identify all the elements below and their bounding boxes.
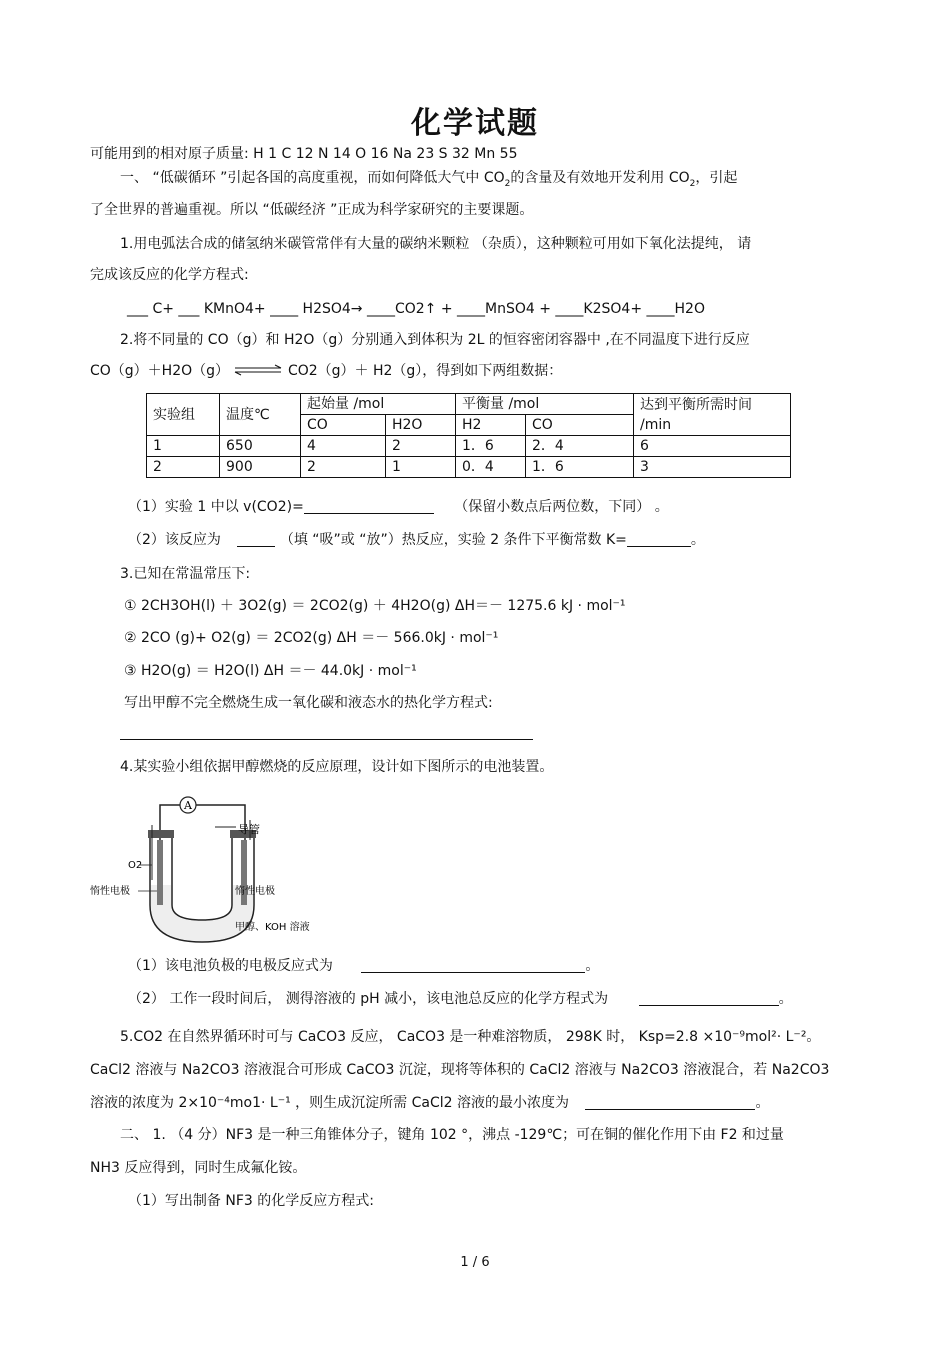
reaction-3: ③ H2O(g) ＝ H2O(l) ΔH ＝－ 44.0kJ · mol⁻¹ <box>124 663 417 679</box>
answer-blank <box>361 958 585 973</box>
table-header: 实验组 <box>147 394 220 436</box>
page-number: 1 / 6 <box>460 1255 490 1270</box>
question-2-1: （1）实验 1 中以 v(CO2)= （保留小数点后两位数，下同） 。 <box>128 499 669 515</box>
svg-text:O2: O2 <box>128 860 143 871</box>
svg-text:A: A <box>184 799 192 812</box>
section-1-intro-cont: 了全世界的普遍重视。所以 “低碳经济 ”正成为科学家研究的主要课题。 <box>90 202 534 218</box>
page-title: 化学试题 <box>411 106 539 141</box>
question-5-cont: CaCl2 溶液与 Na2CO3 溶液混合可形成 CaCO3 沉淀，现将等体积的 CaCl2 溶液与 Na2CO3 溶液混合，若 Na2CO3 <box>90 1062 830 1078</box>
table-header: 起始量 /mol <box>301 394 456 415</box>
section-2-question-1: （1）写出制备 NF3 的化学反应方程式: <box>128 1193 374 1209</box>
question-2: 2.将不同量的 CO（g）和 H2O（g）分别通入到体积为 2L 的恒容密闭容器中 ,在不同温度下进行反应 <box>120 332 750 348</box>
question-4-1: （1）该电池负极的电极反应式为 。 <box>128 958 600 974</box>
kmno4-equation: ___ C+ ___ KMnO4+ ____ H2SO4→ ____CO2↑ + ____MnSO4 + ____K2SO4+ ____H2O <box>127 301 705 317</box>
question-3-task: 写出甲醇不完全燃烧生成一氧化碳和液态水的热化学方程式: <box>124 695 493 711</box>
question-3: 3.已知在常温常压下: <box>120 566 251 582</box>
answer-blank <box>639 991 779 1006</box>
answer-blank <box>304 499 434 514</box>
table-header: 平衡量 /mol <box>456 394 634 415</box>
table-subheader: CO <box>301 415 386 436</box>
co-shift-reaction: CO（g）＋H2O（g） CO2（g）＋ H2（g），得到如下两组数据： <box>90 363 563 379</box>
battery-diagram <box>90 785 340 950</box>
section-2-intro: 二、 1. （4 分）NF3 是一种三角锥体分子，键角 102 °，沸点 -129℃；可在铜的催化作用下由 F2 和过量 <box>120 1127 784 1143</box>
question-1-cont: 完成该反应的化学方程式: <box>90 267 249 283</box>
reaction-2: ② 2CO (g)+ O2(g) ＝ 2CO2(g) ΔH ＝－ 566.0kJ · mol⁻¹ <box>124 630 499 646</box>
table-subheader: H2 <box>456 415 526 436</box>
svg-text:惰性电极: 惰性电极 <box>235 886 275 897</box>
table-header: 温度℃ <box>220 394 301 436</box>
question-1: 1.用电弧法合成的储氢纳米碳管常伴有大量的碳纳米颗粒 （杂质），这种颗粒可用如下氧化法提纯， 请 <box>120 236 752 252</box>
question-5-cont2: 溶液的浓度为 2×10⁻⁴mo1· L⁻¹ ，则生成沉淀所需 CaCl2 溶液的最小浓度为 。 <box>90 1095 770 1111</box>
equilibrium-arrow-icon <box>233 364 283 376</box>
atomic-masses: 可能用到的相对原子质量: H 1 C 12 N 14 O 16 Na 23 S 32 Mn 55 <box>90 146 518 162</box>
svg-text:导管: 导管 <box>238 823 260 836</box>
table-header: 达到平衡所需时间 /min <box>634 394 791 436</box>
section-1-intro: 一、 “低碳循环 ”引起各国的高度重视，而如何降低大气中 $CO_2$的含量及有效地开发利用 $CO_2$，引起 <box>120 170 738 189</box>
answer-blank <box>237 532 275 547</box>
question-4: 4.某实验小组依据甲醇燃烧的反应原理，设计如下图所示的电池装置。 <box>120 759 554 775</box>
question-5: 5.CO2 在自然界循环时可与 CaCO3 反应， CaCO3 是一种难溶物质， 298K 时， Ksp=2.8 ×10⁻⁹mol²· L⁻²。 <box>120 1029 821 1045</box>
question-2-2: （2）该反应为 （填 “吸”或 “放”）热反应，实验 2 条件下平衡常数 K= 。 <box>128 532 705 548</box>
answer-line <box>120 739 533 740</box>
reaction-1: ① 2CH3OH(l) ＋ 3O2(g) ＝ 2CO2(g) ＋ 4H2O(g) ΔH＝－ 1275.6 kJ · mol⁻¹ <box>124 598 626 614</box>
svg-text:惰性电极: 惰性电极 <box>90 886 130 897</box>
section-2-intro-cont: NH3 反应得到，同时生成氟化铵。 <box>90 1160 307 1176</box>
svg-text:甲醇、KOH 溶液: 甲醇、KOH 溶液 <box>235 922 310 933</box>
answer-blank <box>627 532 691 547</box>
experiment-table <box>146 393 791 478</box>
table-subheader: H2O <box>386 415 456 436</box>
question-4-2: （2） 工作一段时间后， 测得溶液的 pH 减小，该电池总反应的化学方程式为 。 <box>128 991 793 1007</box>
table-row: 1 650 4 2 1．6 2．4 6 <box>147 436 791 457</box>
table-row: 2 900 2 1 0．4 1．6 3 <box>147 457 791 478</box>
table-subheader: CO <box>526 415 634 436</box>
answer-blank <box>585 1095 755 1110</box>
